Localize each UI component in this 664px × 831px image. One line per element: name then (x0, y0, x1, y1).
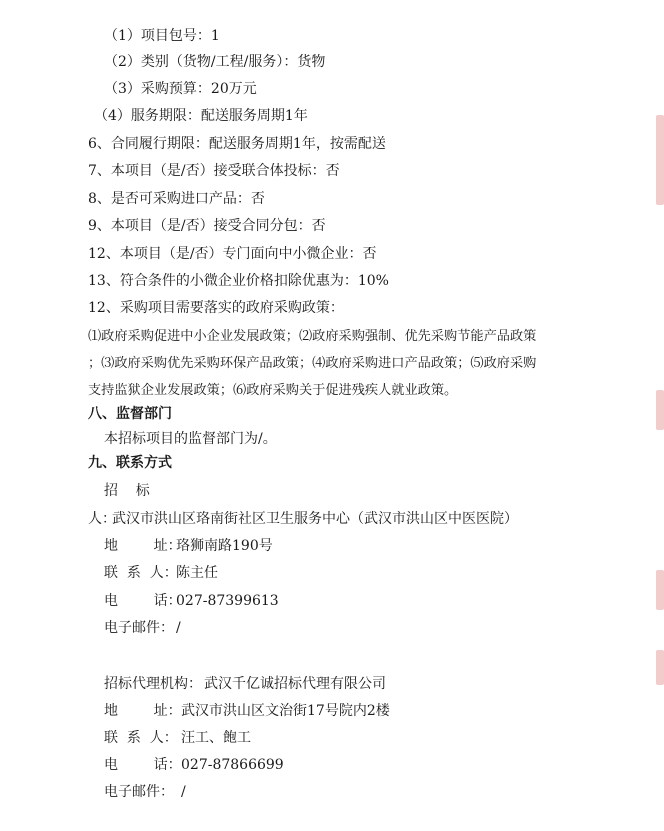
phone-label: 电 话： (104, 593, 182, 609)
contract-period: 6、合同履行期限：配送服务周期1年，按需配送 (88, 136, 386, 152)
agency-phone-label: 电 话： (104, 757, 182, 773)
policy-heading: 12、采购项目需要落实的政府采购政策： (88, 300, 344, 316)
phone-value: 027-87399613 (176, 593, 279, 609)
agency-contact-label: 联 系 人： (104, 730, 178, 746)
import-products: 8、是否可采购进口产品：否 (88, 191, 265, 207)
tenderer-label-part2: 人： (88, 511, 116, 527)
agency-address-label: 地 址： (104, 703, 182, 719)
tenderer-label-part1: 招 标 (104, 483, 150, 499)
contact-label: 联 系 人： (104, 565, 178, 581)
agency-contact-value: 汪工、飽工 (181, 730, 251, 746)
seal-stamp-edge (656, 390, 664, 430)
email-label: 电子邮件： (104, 620, 174, 636)
seal-stamp-edge (656, 115, 664, 205)
sme-oriented: 12、本项目（是/否）专门面向中小微企业：否 (88, 246, 377, 262)
consortium-bid: 7、本项目（是/否）接受联合体投标：否 (88, 163, 340, 179)
address-label: 地 址： (104, 538, 182, 554)
item-package-number: （1）项目包号：1 (104, 28, 220, 44)
item-category: （2）类别（货物/工程/服务）：货物 (104, 54, 326, 70)
agency-email-label: 电子邮件： (104, 784, 174, 800)
subcontracting: 9、本项目（是/否）接受合同分包：否 (88, 218, 326, 234)
contact-value: 陈主任 (176, 565, 218, 581)
agency-label: 招标代理机构： (104, 676, 202, 692)
agency-name: 武汉千亿诚招标代理有限公司 (204, 676, 386, 692)
policy-line-1: ⑴政府采购促进中小企业发展政策；⑵政府采购强制、优先采购节能产品政策 (88, 329, 537, 344)
agency-address-value: 武汉市洪山区文治街17号院内2楼 (181, 703, 390, 719)
seal-stamp-edge (656, 650, 664, 685)
item-budget: （3）采购预算：20万元 (104, 81, 257, 97)
address-value: 珞狮南路190号 (176, 538, 273, 554)
agency-phone-value: 027-87866699 (181, 757, 284, 773)
supervision-text: 本招标项目的监督部门为/。 (104, 431, 277, 447)
policy-line-3: 支持监狱企业发展政策；⑹政府采购关于促进残疾人就业政策。 (88, 383, 458, 398)
email-value: / (176, 620, 181, 636)
tenderer-name: 武汉市洪山区珞南街社区卫生服务中心（武汉市洪山区中医医院） (112, 511, 518, 527)
policy-line-2: ；⑶政府采购优先采购环保产品政策；⑷政府采购进口产品政策；⑸政府采购 (88, 356, 537, 371)
section-9-heading: 九、联系方式 (88, 455, 172, 471)
seal-stamp-edge (656, 570, 664, 610)
section-8-heading: 八、监督部门 (88, 406, 172, 422)
item-service-period: （4）服务期限：配送服务周期1年 (94, 108, 308, 124)
agency-email-value: / (181, 784, 186, 800)
price-deduction: 13、符合条件的小微企业价格扣除优惠为：10% (88, 273, 389, 289)
